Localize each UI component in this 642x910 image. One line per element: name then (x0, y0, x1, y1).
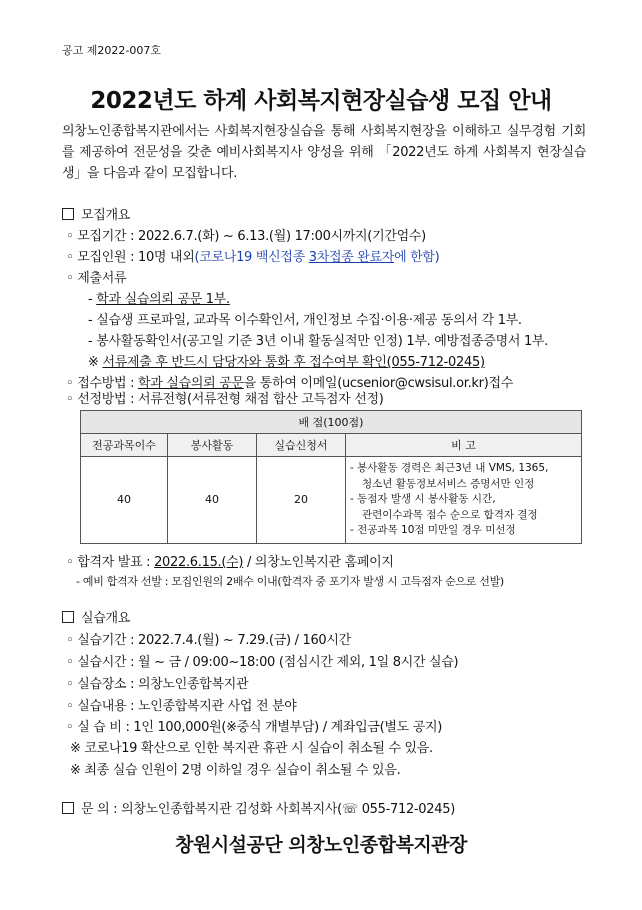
section-recruit-heading (62, 204, 130, 223)
table-value-cell: 40 (81, 457, 168, 544)
practice-period: ◦ 실습기간 : 2022.7.4.(월) ~ 7.29.(금) / 160시간 (66, 633, 351, 648)
checkbox-square-icon (62, 611, 74, 623)
doc-note: ※ 서류제출 후 반드시 담당자와 통화 후 접수여부 확인(055-712-0245) (88, 355, 485, 370)
section-heading-text: 실습개요 (81, 611, 131, 626)
note-line: - 전공과목 10점 미만일 경우 미선정 (350, 524, 516, 536)
note-line: - 동점자 발생 시 봉사활동 시간, (350, 493, 496, 505)
doc-item-2: - 실습생 프로파일, 교과목 이수확인서, 개인정보 수집·이용·제공 동의서 각 1부. (88, 313, 522, 328)
doc-item-1: - 학과 실습의뢰 공문 1부. (88, 292, 230, 307)
practice-content: ◦ 실습내용 : 노인종합복지관 사업 전 분야 (66, 699, 297, 714)
table-header-cell: 실습신청서 (257, 434, 346, 457)
recruit-count (66, 246, 439, 265)
note-line: 관련이수과목 점수 순으로 합격자 결정 (362, 508, 538, 521)
recruit-period: ◦ 모집기간 : 2022.6.7.(화) ~ 6.13.(월) 17:00시까지(기간엄수) (66, 229, 426, 244)
issuer-signature: 창원시설공단 의창노인종합복지관장 (175, 834, 467, 856)
practice-time: ◦ 실습시간 : 월 ~ 금 / 09:00~18:00 (점심시간 제외, 1일 8시간 실습) (66, 655, 459, 670)
announce-line (66, 551, 394, 570)
note-line: - 봉사활동 경력은 최근3년 내 VMS, 1365, (350, 462, 549, 474)
selection-method: ◦ 선정방법 : 서류전형(서류전형 채점 합산 고득점자 선정) (66, 392, 384, 407)
score-table (80, 410, 582, 544)
submit-method-official: 학과 실습의뢰 공문 (137, 376, 244, 391)
practice-note-1: ※ 코로나19 확산으로 인한 복지관 휴관 시 실습이 취소될 수 있음. (70, 741, 433, 756)
note-line: 청소년 활동정보서비스 증명서만 인정 (362, 477, 535, 490)
reserve-selection: - 예비 합격자 선발 : 모집인원의 2배수 이내(합격자 중 포기자 발생 시 고득점자 순으로 선발) (76, 575, 504, 588)
docs-heading: ◦ 제출서류 (66, 271, 127, 286)
contact-text: 문 의 : 의창노인종합복지관 김성화 사회복지사(☏ 055-712-0245) (81, 802, 455, 817)
table-value-cell: 40 (168, 457, 257, 544)
table-header-cell: 전공과목이수 (81, 434, 168, 457)
table-note-cell (346, 457, 582, 544)
score-table-title: 배 점(100점) (81, 411, 582, 434)
announce-where: / 의창노인복지관 홈페이지 (243, 555, 394, 570)
submit-method-email: 을 통하여 이메일(ucsenior@cwsisul.or.kr)접수 (243, 376, 513, 391)
page-title: 2022년도 하계 사회복지현장실습생 모집 안내 (90, 88, 552, 114)
table-header-cell: 봉사활동 (168, 434, 257, 457)
practice-note-2: ※ 최종 실습 인원이 2명 이하일 경우 실습이 취소될 수 있음. (70, 763, 401, 778)
announce-date: 2022.6.15.(수) (154, 555, 244, 570)
checkbox-square-icon (62, 802, 74, 814)
section-practice-heading (62, 607, 130, 626)
notice-number: 공고 제2022-007호 (62, 44, 161, 57)
vaccine-condition-end: 에 한함) (394, 250, 440, 265)
announce-label: ◦ 합격자 발표 : (66, 555, 155, 570)
submit-method-label: ◦ 접수방법 : (66, 376, 138, 391)
contact-line (62, 798, 455, 817)
table-header-cell: 비 고 (346, 434, 582, 457)
doc-note-text: 서류제출 후 반드시 담당자와 통화 후 접수여부 확인(055-712-0245) (102, 355, 485, 370)
practice-fee: ◦ 실 습 비 : 1인 100,000원(※중식 개별부담) / 계좌입금(별도 공지) (66, 720, 443, 735)
recruit-count-text: ◦ 모집인원 : 10명 내외 (66, 250, 195, 265)
vaccine-third-dose: 3차접종 완료자 (308, 250, 395, 265)
doc-item-3: - 봉사활동확인서(공고일 기준 3년 이내 활동실적만 인정) 1부. 예방접종증명서 1부. (88, 334, 549, 349)
table-value-cell: 20 (257, 457, 346, 544)
checkbox-square-icon (62, 208, 74, 220)
section-heading-text: 모집개요 (81, 208, 131, 223)
intro-paragraph: 의창노인종합복지관에서는 사회복지현장실습을 통해 사회복지현장을 이해하고 실무경험 기회를 제공하여 전문성을 갖춘 예비사회복지사 양성을 위해 「2022년도 하계 사회복지 현장실습생」을 다음과 같이 모집합니다. (62, 124, 586, 181)
practice-place: ◦ 실습장소 : 의창노인종합복지관 (66, 677, 249, 692)
vaccine-condition: (코로나19 백신접종 (194, 250, 309, 265)
doc-item-1-text: 학과 실습의뢰 공문 1부. (96, 292, 230, 307)
